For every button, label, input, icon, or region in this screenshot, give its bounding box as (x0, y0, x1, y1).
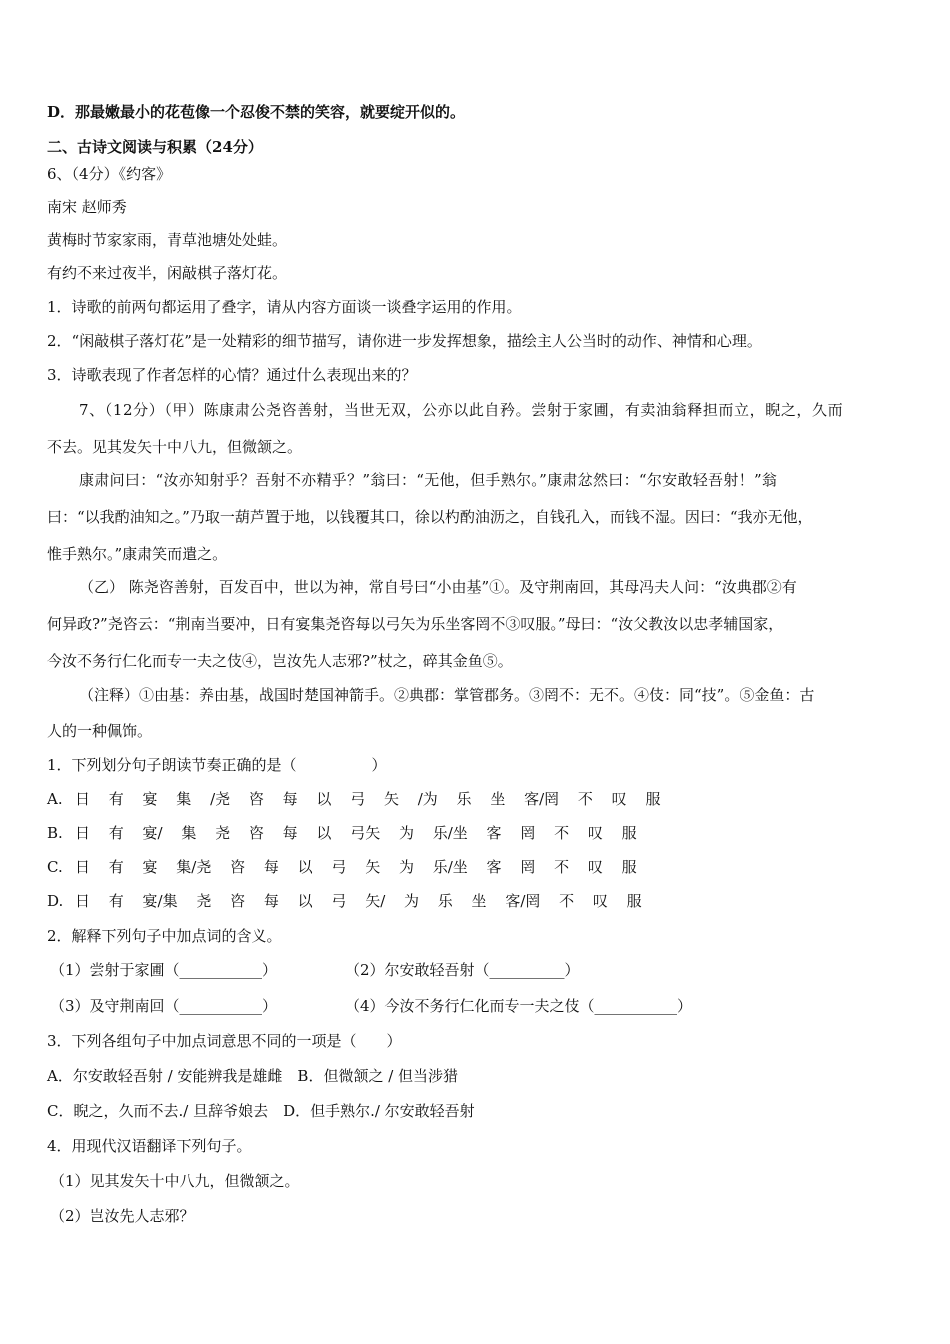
q7-sub2-item4: （4）今汝不务行仁化而专一夫之伎（___________） (345, 997, 693, 1015)
q7-sub3-title: 3．下列各组句子中加点词意思不同的一项是（ ） (47, 1032, 402, 1050)
q6-author: 南宋 赵师秀 (47, 198, 127, 216)
q7-sub4-item2: （2）岂汝先人志邪？ (50, 1207, 195, 1225)
q7-sub3-line1: A．尔安敢轻吾射 / 安能辨我是雄雌 B．但微颔之 / 但当涉猎 (47, 1067, 459, 1085)
q7-sub2-item1: （1）尝射于家圃（___________） (50, 961, 278, 979)
q6-sub1: 1．诗歌的前两句都运用了叠字，请从内容方面谈一谈叠字运用的作用。 (47, 298, 522, 316)
option-b (47, 823, 637, 843)
q6-sub3: 3．诗歌表现了作者怎样的心情？通过什么表现出来的？ (47, 366, 417, 384)
option-c (47, 857, 637, 877)
option-d-label: D. (47, 892, 64, 910)
q6-sub2: 2．“闲敲棋子落灯花”是一处精彩的细节描写，请你进一步发挥想象，描绘主人公当时的动作、神情和心理。 (47, 332, 762, 350)
option-d (47, 891, 642, 911)
q7-para3-line3: 今汝不务行仁化而专一夫之伎④，岂汝先人志邪?”杖之，碎其金鱼⑤。 (47, 652, 513, 670)
option-a (47, 789, 660, 809)
q7-sub3-line2: C．睨之，久而不去./ 旦辞爷娘去 D．但手熟尔./ 尔安敢轻吾射 (47, 1102, 475, 1120)
q7-para2-line3: 惟手熟尔。”康肃笑而遣之。 (47, 545, 228, 563)
q6-poem-line1: 黄梅时节家家雨，青草池塘处处蛙。 (47, 231, 288, 249)
q7-para1-line2: 不去。见其发矢十中八九，但微颔之。 (47, 438, 303, 456)
q7-para1-line1: 7、（12分）（甲）陈康肃公尧咨善射，当世无双，公亦以此自矜。尝射于家圃，有卖油翁释担而立，睨之，久而 (79, 401, 844, 419)
q7-note-line2: 人的一种佩饰。 (47, 722, 153, 740)
previous-option-d: D．那最嫩最小的花苞像一个忍俊不禁的笑容，就要绽开似的。 (47, 103, 466, 121)
q6-header: 6、（4分）《约客》 (47, 165, 172, 183)
q7-sub2-title: 2．解释下列句子中加点词的含义。 (47, 927, 282, 945)
section-title: 二、古诗文阅读与积累（24分） (47, 138, 263, 156)
option-c-text: 日 有 宴 集/尧 咨 每 以 弓 矢 为 乐/坐 客 罔 不 叹 服 (75, 858, 637, 876)
q7-sub1-title: 1．下列划分句子朗读节奏正确的是（ ） (47, 756, 387, 774)
q7-sub2-item3: （3）及守荆南回（___________） (50, 997, 278, 1015)
q6-poem-line2: 有约不来过夜半，闲敲棋子落灯花。 (47, 264, 288, 282)
option-a-label: A. (47, 790, 63, 808)
option-a-text: 日 有 宴 集 /尧 咨 每 以 弓 矢 /为 乐 坐 客/罔 不 叹 服 (75, 790, 661, 808)
q7-para3-line2: 何异政?”尧咨云：“荆南当要冲，日有宴集尧咨每以弓矢为乐坐客罔不③叹服。”母曰：“汝父教汝以忠孝辅国家， (47, 615, 784, 633)
option-d-text: 日 有 宴/集 尧 咨 每 以 弓 矢/ 为 乐 坐 客/罔 不 叹 服 (75, 892, 642, 910)
q7-sub2-item2: （2）尔安敢轻吾射（__________） (345, 961, 580, 979)
option-c-label: C. (47, 858, 63, 876)
q7-para2-line2: 曰：“以我酌油知之。”乃取一葫芦置于地，以钱覆其口，徐以杓酌油沥之，自钱孔入，而钱不湿。因曰：“我亦无他， (47, 508, 813, 526)
q7-sub4-title: 4．用现代汉语翻译下列句子。 (47, 1137, 252, 1155)
q7-note-line1: （注释）①由基：养由基，战国时楚国神箭手。②典郡：掌管郡务。③罔不：无不。④伎：同“技”。⑤金鱼：古 (79, 686, 815, 704)
q7-para3-line1: （乙） 陈尧咨善射，百发百中，世以为神，常自号曰“小由基”①。及守荆南回，其母冯夫人问：“汝典郡②有 (79, 578, 797, 596)
option-b-text: 日 有 宴/ 集 尧 咨 每 以 弓矢 为 乐/坐 客 罔 不 叹 服 (75, 824, 637, 842)
q7-para2-line1: 康肃问曰：“汝亦知射乎？吾射不亦精乎？”翁曰：“无他，但手熟尔。”康肃忿然曰：“尔安敢轻吾射！”翁 (79, 471, 778, 489)
option-b-label: B. (47, 824, 63, 842)
q7-sub4-item1: （1）见其发矢十中八九，但微颔之。 (50, 1172, 300, 1190)
